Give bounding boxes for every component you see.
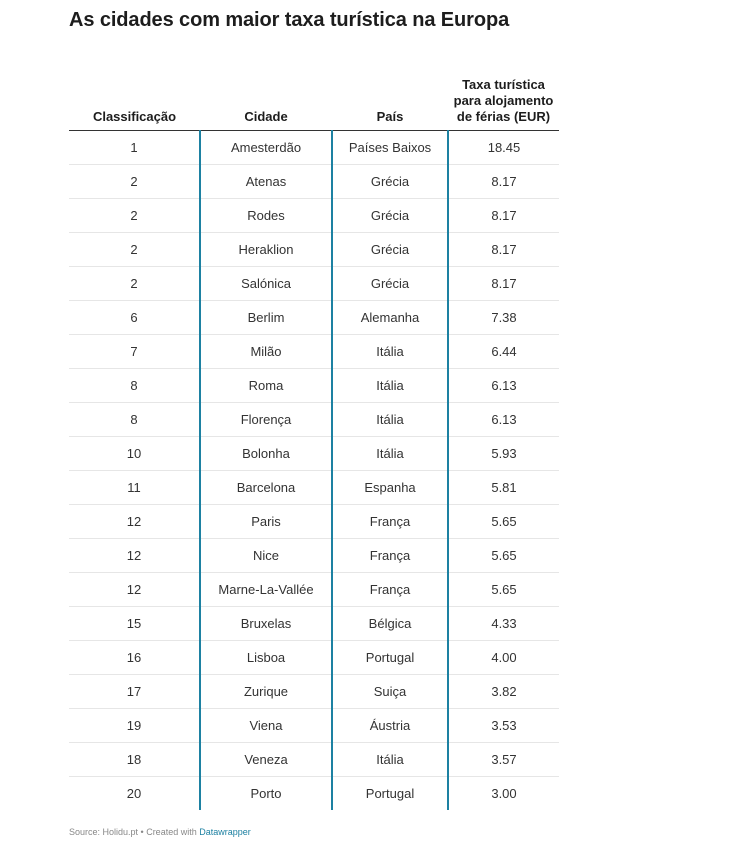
cell-country: Itália — [332, 368, 448, 402]
cell-country: Itália — [332, 402, 448, 436]
cell-tax: 8.17 — [448, 266, 559, 300]
cell-rank: 20 — [126, 785, 142, 801]
cell-tax: 5.93 — [448, 436, 559, 470]
cell-country: Espanha — [332, 470, 448, 504]
cell-city: Viena — [200, 708, 332, 742]
table-row — [69, 334, 559, 368]
table-row — [69, 606, 559, 640]
table-body — [69, 130, 559, 810]
cell-city: Bruxelas — [200, 606, 332, 640]
cell-rank: 2 — [69, 198, 200, 232]
cell-tax: 3.00 — [448, 776, 559, 810]
cell-city: Barcelona — [200, 470, 332, 504]
cell-city: Zurique — [200, 674, 332, 708]
cell-country: Grécia — [332, 164, 448, 198]
cell-tax: 4.33 — [448, 606, 559, 640]
header-rank[interactable]: Classificação — [69, 57, 200, 130]
table-row — [69, 674, 559, 708]
table-row — [69, 164, 559, 198]
cell-tax: 8.17 — [448, 164, 559, 198]
header-tax[interactable]: Taxa turística para alojamento de férias (EUR) — [448, 57, 559, 130]
cell-country: Portugal — [332, 640, 448, 674]
cell-tax: 6.13 — [448, 402, 559, 436]
cell-city: Bolonha — [200, 436, 332, 470]
cell-rank: 7 — [69, 334, 200, 368]
cell-country: Alemanha — [332, 300, 448, 334]
cell-rank: 11 — [69, 470, 200, 504]
cell-rank: 18 — [69, 742, 200, 776]
tourist-tax-table — [69, 57, 559, 810]
cell-city: Salónica — [200, 266, 332, 300]
cell-rank: 12 — [69, 504, 200, 538]
header-row — [69, 57, 559, 130]
header-country[interactable]: País — [332, 57, 448, 130]
table-row — [69, 300, 559, 334]
cell-city: Atenas — [200, 164, 332, 198]
cell-city: Rodes — [200, 198, 332, 232]
table-row — [69, 708, 559, 742]
table-row — [69, 266, 559, 300]
cell-city: Porto — [200, 776, 332, 810]
cell-country: Itália — [332, 436, 448, 470]
table-row — [69, 436, 559, 470]
cell-tax: 5.65 — [448, 538, 559, 572]
source-text: Source: Holidu.pt • Created with — [69, 827, 200, 837]
table-row — [69, 402, 559, 436]
table-row — [69, 368, 559, 402]
cell-rank: 12 — [69, 572, 200, 606]
cell-rank: 2 — [69, 266, 200, 300]
cell-rank: 8 — [69, 402, 200, 436]
cell-city: Berlim — [200, 300, 332, 334]
cell-rank: 15 — [69, 606, 200, 640]
cell-country: Grécia — [332, 232, 448, 266]
table-row — [69, 572, 559, 606]
cell-rank: 19 — [69, 708, 200, 742]
cell-city: Amesterdão — [200, 130, 332, 164]
table-row — [69, 640, 559, 674]
cell-rank: 17 — [69, 674, 200, 708]
cell-city: Marne-La-Vallée — [200, 572, 332, 606]
datawrapper-link[interactable]: Datawrapper — [199, 827, 251, 837]
cell-tax: 8.17 — [448, 198, 559, 232]
cell-country: Suiça — [332, 674, 448, 708]
cell-country: França — [332, 504, 448, 538]
cell-tax: 5.81 — [448, 470, 559, 504]
cell-tax: 18.45 — [448, 130, 559, 164]
cell-rank: 12 — [69, 538, 200, 572]
cell-country: França — [332, 538, 448, 572]
cell-city: Paris — [200, 504, 332, 538]
table-row — [69, 130, 559, 164]
table-row — [69, 470, 559, 504]
table-row — [69, 742, 559, 776]
cell-country: Bélgica — [332, 606, 448, 640]
cell-rank: 6 — [69, 300, 200, 334]
cell-tax: 5.65 — [448, 572, 559, 606]
table-row — [69, 538, 559, 572]
table-row — [69, 198, 559, 232]
cell-tax: 5.65 — [448, 504, 559, 538]
cell-country: Itália — [332, 334, 448, 368]
cell-rank: 8 — [69, 368, 200, 402]
cell-city: Milão — [200, 334, 332, 368]
cell-country: Países Baixos — [332, 130, 448, 164]
cell-tax: 6.44 — [448, 334, 559, 368]
cell-city: Florença — [200, 402, 332, 436]
cell-rank: 1 — [69, 130, 200, 164]
cell-city: Heraklion — [200, 232, 332, 266]
cell-rank: 10 — [69, 436, 200, 470]
cell-rank: 2 — [69, 164, 200, 198]
table-row — [69, 504, 559, 538]
cell-city: Nice — [200, 538, 332, 572]
table-row — [69, 776, 559, 810]
cell-country: Portugal — [365, 785, 415, 801]
cell-rank: 2 — [69, 232, 200, 266]
cell-rank: 16 — [69, 640, 200, 674]
cell-tax: 8.17 — [448, 232, 559, 266]
cell-country: Itália — [332, 742, 448, 776]
table-row — [69, 232, 559, 266]
cell-country: França — [332, 572, 448, 606]
cell-tax: 3.82 — [448, 674, 559, 708]
cell-country: Grécia — [332, 266, 448, 300]
cell-city: Lisboa — [200, 640, 332, 674]
source-note — [69, 827, 251, 837]
cell-country: Grécia — [332, 198, 448, 232]
cell-tax: 3.57 — [448, 742, 559, 776]
cell-city: Roma — [200, 368, 332, 402]
cell-country: Áustria — [332, 708, 448, 742]
cell-tax: 3.53 — [448, 708, 559, 742]
cell-city: Veneza — [200, 742, 332, 776]
cell-tax: 6.13 — [448, 368, 559, 402]
cell-tax: 7.38 — [448, 300, 559, 334]
header-city[interactable]: Cidade — [200, 57, 332, 130]
cell-tax: 4.00 — [448, 640, 559, 674]
chart-title: As cidades com maior taxa turística na Europa — [69, 9, 510, 31]
